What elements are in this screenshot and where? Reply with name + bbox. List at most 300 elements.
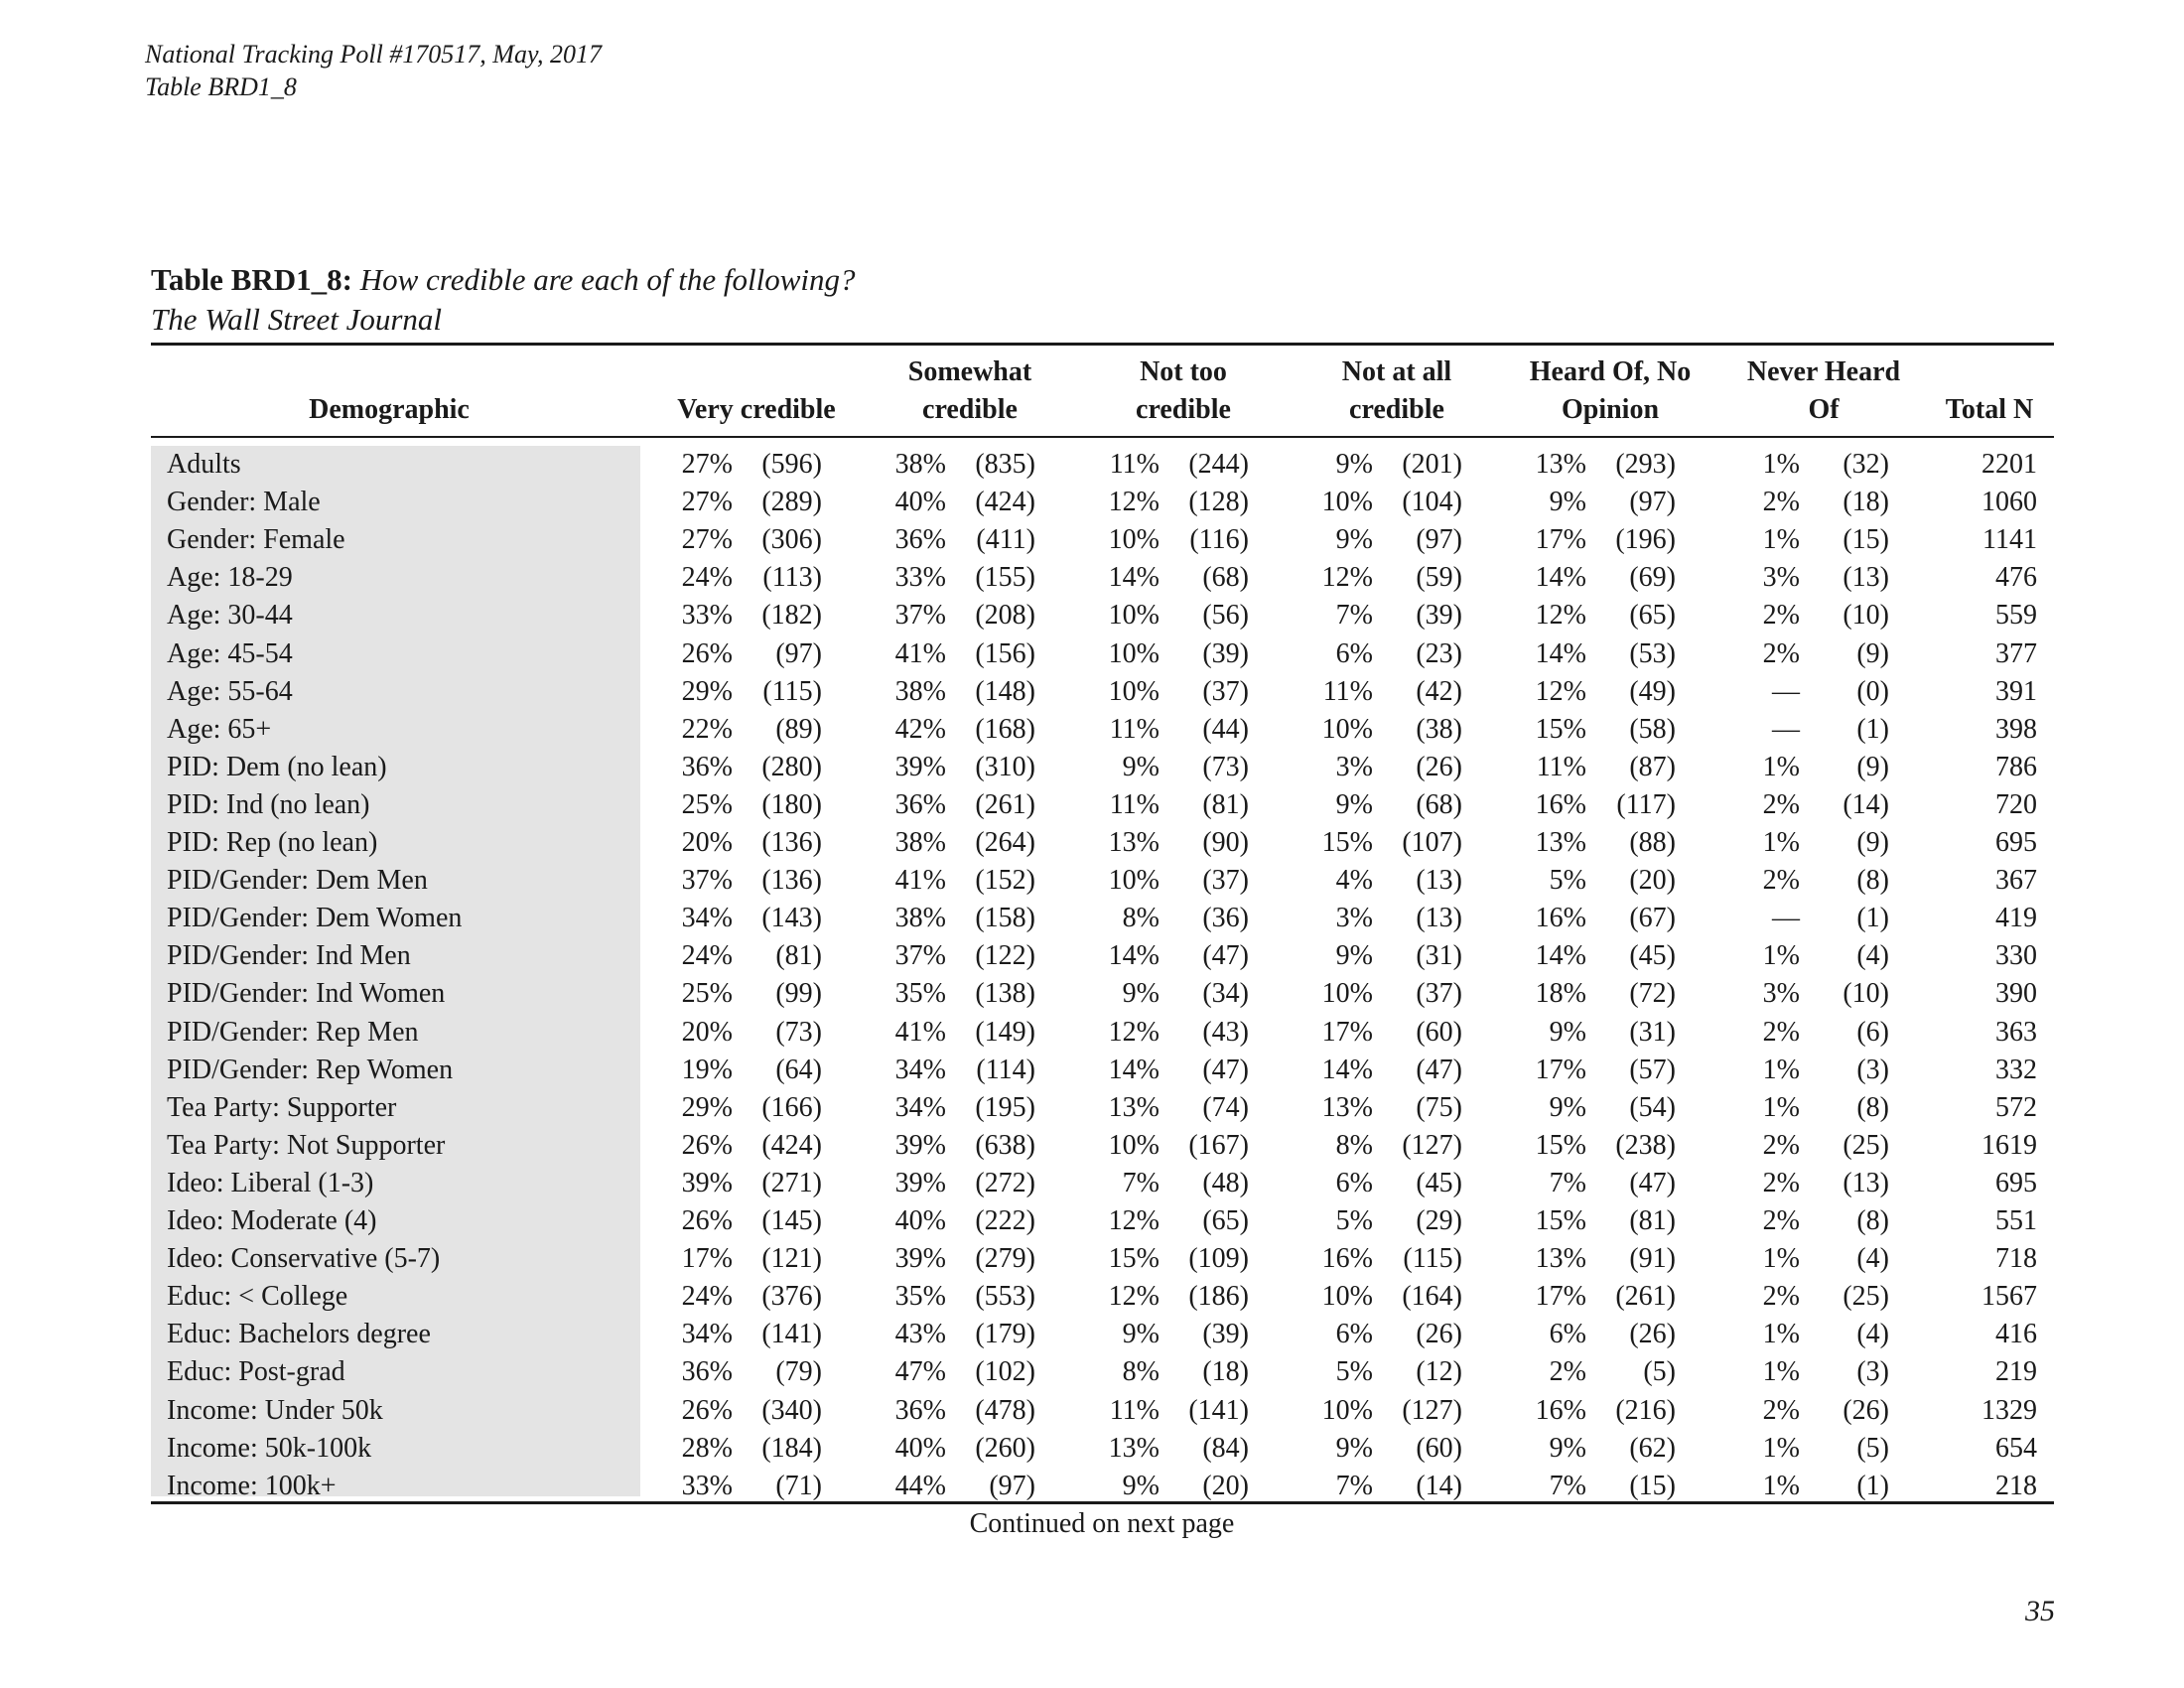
cell-percent: 2%	[1762, 637, 1800, 669]
cell-percent: —	[1772, 713, 1800, 745]
cell-percent: 11%	[1109, 788, 1160, 820]
cell-count: (107)	[1402, 827, 1462, 858]
cell-percent: 15%	[1108, 1243, 1160, 1275]
cell-percent: 37%	[894, 600, 946, 632]
row-label: PID: Rep (no lean)	[167, 827, 378, 858]
cell-count: (56)	[1202, 600, 1249, 632]
cell-percent: 10%	[1108, 675, 1160, 707]
cell-count: (271)	[761, 1167, 822, 1198]
cell-percent: 2%	[1762, 1394, 1800, 1426]
cell-count: (195)	[975, 1091, 1035, 1123]
cell-percent: 10%	[1321, 487, 1373, 518]
cell-count: (59)	[1416, 562, 1462, 594]
cell-percent: 9%	[1335, 449, 1373, 480]
cell-percent: 26%	[681, 1394, 733, 1426]
table-bottom-rule	[151, 1501, 2054, 1504]
cell-count: (15)	[1843, 524, 1889, 556]
cell-count: (45)	[1629, 940, 1676, 972]
cell-count: (1)	[1856, 713, 1889, 745]
cell-count: (81)	[1629, 1205, 1676, 1236]
cell-percent: 27%	[681, 524, 733, 556]
cell-percent: 16%	[1535, 903, 1586, 934]
cell-percent: 16%	[1535, 1394, 1586, 1426]
cell-percent: 6%	[1335, 1167, 1373, 1198]
cell-count: (43)	[1202, 1016, 1249, 1048]
cell-count: (81)	[775, 940, 822, 972]
cell-total-n: 1619	[1981, 1129, 2037, 1161]
cell-percent: 7%	[1122, 1167, 1160, 1198]
cell-percent: 10%	[1108, 600, 1160, 632]
cell-count: (26)	[1629, 1319, 1676, 1350]
cell-percent: 39%	[681, 1167, 733, 1198]
cell-count: (376)	[761, 1281, 822, 1313]
cell-percent: 34%	[681, 903, 733, 934]
cell-percent: 2%	[1762, 600, 1800, 632]
cell-total-n: 218	[1995, 1470, 2037, 1501]
cell-count: (39)	[1202, 637, 1249, 669]
row-label: Gender: Female	[167, 524, 345, 556]
cell-count: (222)	[975, 1205, 1035, 1236]
table-row	[151, 1127, 2054, 1165]
cell-count: (14)	[1416, 1470, 1462, 1501]
table-row	[151, 1240, 2054, 1278]
cell-percent: 10%	[1321, 713, 1373, 745]
cell-count: (88)	[1629, 827, 1676, 858]
cell-percent: 12%	[1321, 562, 1373, 594]
row-label: Tea Party: Supporter	[167, 1091, 397, 1123]
cell-percent: 10%	[1108, 524, 1160, 556]
cell-count: (37)	[1202, 865, 1249, 897]
cell-percent: 34%	[681, 1319, 733, 1350]
cell-total-n: 332	[1995, 1054, 2037, 1085]
cell-count: (39)	[1202, 1319, 1249, 1350]
cell-total-n: 2201	[1981, 449, 2037, 480]
cell-count: (67)	[1629, 903, 1676, 934]
cell-percent: 34%	[894, 1091, 946, 1123]
cell-total-n: 695	[1995, 1167, 2037, 1198]
cell-count: (261)	[1615, 1281, 1676, 1313]
cell-percent: 36%	[894, 524, 946, 556]
cell-count: (44)	[1202, 713, 1249, 745]
cell-count: (97)	[989, 1470, 1035, 1501]
cell-count: (8)	[1856, 865, 1889, 897]
cell-count: (136)	[761, 827, 822, 858]
cell-count: (25)	[1843, 1129, 1889, 1161]
table-id: Table BRD1_8	[145, 72, 297, 101]
cell-total-n: 551	[1995, 1205, 2037, 1236]
cell-count: (79)	[775, 1356, 822, 1388]
row-label: PID: Dem (no lean)	[167, 751, 387, 782]
cell-percent: 33%	[681, 1470, 733, 1501]
cell-count: (49)	[1629, 675, 1676, 707]
row-label: Ideo: Liberal (1-3)	[167, 1167, 374, 1198]
cell-percent: 38%	[894, 827, 946, 858]
cell-total-n: 398	[1995, 713, 2037, 745]
column-header-very-credible: Very credible	[677, 394, 836, 425]
cell-percent: 6%	[1335, 637, 1373, 669]
cell-count: (138)	[975, 978, 1035, 1010]
cell-percent: 9%	[1335, 788, 1373, 820]
cell-percent: 12%	[1108, 1205, 1160, 1236]
cell-percent: 12%	[1108, 487, 1160, 518]
cell-percent: 2%	[1762, 1167, 1800, 1198]
cell-count: (99)	[775, 978, 822, 1010]
table-row	[151, 559, 2054, 597]
cell-percent: 29%	[681, 1091, 733, 1123]
cell-count: (12)	[1416, 1356, 1462, 1388]
cell-count: (29)	[1416, 1205, 1462, 1236]
cell-count: (127)	[1402, 1394, 1462, 1426]
cell-percent: 5%	[1335, 1205, 1373, 1236]
row-label: PID/Gender: Dem Men	[167, 865, 428, 897]
table-row	[151, 786, 2054, 824]
cell-count: (8)	[1856, 1091, 1889, 1123]
cell-count: (3)	[1856, 1356, 1889, 1388]
cell-count: (596)	[761, 449, 822, 480]
table-row	[151, 1014, 2054, 1052]
cell-percent: 10%	[1108, 865, 1160, 897]
cell-count: (310)	[975, 751, 1035, 782]
cell-percent: 38%	[894, 903, 946, 934]
cell-percent: 17%	[1535, 524, 1586, 556]
poll-title: National Tracking Poll #170517, May, 2017	[145, 40, 603, 69]
row-label: Age: 45-54	[167, 637, 293, 669]
cell-percent: 24%	[681, 562, 733, 594]
cell-percent: 11%	[1536, 751, 1586, 782]
cell-count: (60)	[1416, 1432, 1462, 1464]
cell-percent: 14%	[1108, 1054, 1160, 1085]
cell-percent: 7%	[1335, 600, 1373, 632]
cell-percent: 3%	[1762, 978, 1800, 1010]
cell-total-n: 1567	[1981, 1281, 2037, 1313]
cell-count: (166)	[761, 1091, 822, 1123]
cell-count: (34)	[1202, 978, 1249, 1010]
cell-count: (10)	[1843, 600, 1889, 632]
cell-count: (114)	[976, 1054, 1035, 1085]
table-row	[151, 446, 2054, 484]
column-header-somewhat-credible: Somewhat credible	[907, 356, 1032, 425]
cell-count: (835)	[975, 449, 1035, 480]
cell-count: (128)	[1188, 487, 1249, 518]
continued-note: Continued on next page	[969, 1508, 1235, 1539]
cell-percent: 19%	[681, 1054, 733, 1085]
table-row	[151, 1316, 2054, 1353]
cell-count: (238)	[1615, 1129, 1676, 1161]
cell-count: (196)	[1615, 524, 1676, 556]
cell-percent: 20%	[681, 827, 733, 858]
cell-count: (90)	[1202, 827, 1249, 858]
cell-percent: 6%	[1335, 1319, 1373, 1350]
cell-percent: 9%	[1122, 1319, 1160, 1350]
row-label: PID: Ind (no lean)	[167, 788, 370, 820]
column-header-not-at-all-credible: Not at all credible	[1341, 356, 1452, 425]
cell-percent: 24%	[681, 940, 733, 972]
cell-count: (64)	[775, 1054, 822, 1085]
cell-percent: 27%	[681, 449, 733, 480]
column-header-demographic: Demographic	[309, 394, 470, 425]
cell-percent: 13%	[1108, 827, 1160, 858]
table-row	[151, 711, 2054, 749]
cell-percent: 38%	[894, 449, 946, 480]
cell-count: (18)	[1202, 1356, 1249, 1388]
cell-percent: 35%	[894, 978, 946, 1010]
cell-count: (260)	[975, 1432, 1035, 1464]
cell-count: (216)	[1615, 1394, 1676, 1426]
cell-count: (26)	[1416, 751, 1462, 782]
cell-percent: 26%	[681, 637, 733, 669]
cell-count: (264)	[975, 827, 1035, 858]
cell-percent: 33%	[681, 600, 733, 632]
cell-count: (127)	[1402, 1129, 1462, 1161]
cell-percent: 13%	[1535, 449, 1586, 480]
cell-percent: 2%	[1762, 865, 1800, 897]
cell-count: (73)	[775, 1016, 822, 1048]
cell-count: (289)	[761, 487, 822, 518]
cell-percent: 38%	[894, 675, 946, 707]
cell-count: (272)	[975, 1167, 1035, 1198]
cell-percent: 1%	[1762, 1432, 1800, 1464]
cell-percent: 37%	[681, 865, 733, 897]
cell-count: (38)	[1416, 713, 1462, 745]
cell-percent: 10%	[1108, 637, 1160, 669]
cell-count: (121)	[761, 1243, 822, 1275]
cell-count: (179)	[975, 1319, 1035, 1350]
cell-count: (9)	[1856, 827, 1889, 858]
caption-label: Table BRD1_8:	[151, 262, 352, 297]
cell-percent: 11%	[1109, 449, 1160, 480]
cell-count: (1)	[1856, 1470, 1889, 1501]
cell-count: (5)	[1856, 1432, 1889, 1464]
cell-count: (57)	[1629, 1054, 1676, 1085]
cell-percent: 14%	[1108, 940, 1160, 972]
cell-percent: 33%	[894, 562, 946, 594]
cell-count: (149)	[975, 1016, 1035, 1048]
cell-percent: 11%	[1322, 675, 1373, 707]
cell-count: (0)	[1856, 675, 1889, 707]
cell-percent: 1%	[1762, 1054, 1800, 1085]
cell-count: (148)	[975, 675, 1035, 707]
cell-count: (155)	[975, 562, 1035, 594]
cell-percent: 14%	[1535, 562, 1586, 594]
cell-count: (168)	[975, 713, 1035, 745]
cell-count: (72)	[1629, 978, 1676, 1010]
cell-percent: 16%	[1535, 788, 1586, 820]
cell-count: (42)	[1416, 675, 1462, 707]
cell-count: (158)	[975, 903, 1035, 934]
cell-percent: 9%	[1122, 978, 1160, 1010]
cell-percent: 14%	[1321, 1054, 1373, 1085]
cell-percent: 22%	[681, 713, 733, 745]
cell-percent: 10%	[1321, 978, 1373, 1010]
cell-total-n: 377	[1995, 637, 2037, 669]
cell-count: (60)	[1416, 1016, 1462, 1048]
cell-count: (47)	[1202, 1054, 1249, 1085]
cell-percent: 3%	[1762, 562, 1800, 594]
cell-percent: 15%	[1535, 1129, 1586, 1161]
cell-percent: 29%	[681, 675, 733, 707]
cell-percent: 47%	[894, 1356, 946, 1388]
cell-percent: 3%	[1335, 903, 1373, 934]
cell-percent: 35%	[894, 1281, 946, 1313]
table-row	[151, 1052, 2054, 1089]
row-label: Educ: Post-grad	[167, 1356, 345, 1388]
cell-count: (37)	[1202, 675, 1249, 707]
cell-percent: 10%	[1108, 1129, 1160, 1161]
cell-count: (152)	[975, 865, 1035, 897]
cell-percent: 2%	[1762, 1129, 1800, 1161]
cell-total-n: 1141	[1982, 524, 2037, 556]
cell-count: (68)	[1202, 562, 1249, 594]
cell-percent: 15%	[1321, 827, 1373, 858]
cell-count: (164)	[1402, 1281, 1462, 1313]
cell-count: (280)	[761, 751, 822, 782]
row-label: Gender: Male	[167, 487, 321, 518]
cell-percent: 12%	[1535, 675, 1586, 707]
cell-count: (9)	[1856, 637, 1889, 669]
cell-count: (54)	[1629, 1091, 1676, 1123]
cell-percent: 7%	[1549, 1470, 1586, 1501]
cell-count: (261)	[975, 788, 1035, 820]
cell-count: (15)	[1629, 1470, 1676, 1501]
cell-count: (13)	[1416, 865, 1462, 897]
row-label: Educ: Bachelors degree	[167, 1319, 431, 1350]
cell-percent: 1%	[1762, 1091, 1800, 1123]
cell-total-n: 416	[1995, 1319, 2037, 1350]
cell-percent: 42%	[894, 713, 946, 745]
table-top-rule	[151, 343, 2054, 346]
cell-percent: 9%	[1549, 1091, 1586, 1123]
cell-percent: 1%	[1762, 1319, 1800, 1350]
cell-count: (4)	[1856, 1243, 1889, 1275]
cell-percent: 40%	[894, 487, 946, 518]
table-row	[151, 862, 2054, 900]
cell-percent: —	[1772, 903, 1800, 934]
cell-percent: 41%	[894, 865, 946, 897]
cell-percent: 1%	[1762, 940, 1800, 972]
cell-total-n: 718	[1995, 1243, 2037, 1275]
cell-count: (424)	[975, 487, 1035, 518]
cell-percent: 2%	[1549, 1356, 1586, 1388]
cell-percent: 17%	[1535, 1054, 1586, 1085]
cell-count: (97)	[1629, 487, 1676, 518]
cell-count: (74)	[1202, 1091, 1249, 1123]
cell-percent: 15%	[1535, 1205, 1586, 1236]
cell-count: (31)	[1416, 940, 1462, 972]
cell-percent: 1%	[1762, 449, 1800, 480]
cell-count: (156)	[975, 637, 1035, 669]
cell-total-n: 720	[1995, 788, 2037, 820]
table-row	[151, 597, 2054, 634]
table-row	[151, 937, 2054, 975]
caption-question: How credible are each of the following?	[359, 262, 856, 297]
table-row	[151, 673, 2054, 711]
cell-count: (109)	[1188, 1243, 1249, 1275]
cell-percent: 37%	[894, 940, 946, 972]
cell-percent: 13%	[1535, 827, 1586, 858]
cell-count: (65)	[1202, 1205, 1249, 1236]
cell-count: (97)	[1416, 524, 1462, 556]
cell-total-n: 219	[1995, 1356, 2037, 1388]
cell-count: (39)	[1416, 600, 1462, 632]
cell-count: (53)	[1629, 637, 1676, 669]
table-row	[151, 484, 2054, 521]
cell-percent: 36%	[894, 1394, 946, 1426]
cell-count: (20)	[1629, 865, 1676, 897]
cell-count: (141)	[761, 1319, 822, 1350]
cell-percent: 39%	[894, 1129, 946, 1161]
cell-percent: 10%	[1321, 1281, 1373, 1313]
cell-percent: 8%	[1122, 903, 1160, 934]
cell-percent: 12%	[1108, 1016, 1160, 1048]
cell-total-n: 390	[1995, 978, 2037, 1010]
cell-percent: 13%	[1321, 1091, 1373, 1123]
table-row	[151, 1202, 2054, 1240]
column-header-never-heard-of: Never Heard Of	[1746, 356, 1901, 425]
cell-percent: 1%	[1762, 827, 1800, 858]
cell-percent: 11%	[1109, 713, 1160, 745]
table-row	[151, 824, 2054, 862]
cell-percent: 1%	[1762, 1356, 1800, 1388]
cell-count: (201)	[1402, 449, 1462, 480]
cell-total-n: 330	[1995, 940, 2037, 972]
cell-percent: 6%	[1549, 1319, 1586, 1350]
cell-count: (37)	[1416, 978, 1462, 1010]
cell-count: (14)	[1843, 788, 1889, 820]
cell-total-n: 1329	[1981, 1394, 2037, 1426]
cell-percent: 11%	[1109, 1394, 1160, 1426]
cell-count: (411)	[976, 524, 1035, 556]
cell-count: (293)	[1615, 449, 1676, 480]
cell-count: (136)	[761, 865, 822, 897]
cell-percent: 14%	[1535, 637, 1586, 669]
cell-percent: 12%	[1108, 1281, 1160, 1313]
cell-total-n: 476	[1995, 562, 2037, 594]
cell-count: (102)	[975, 1356, 1035, 1388]
cell-percent: 25%	[681, 788, 733, 820]
cell-percent: 27%	[681, 487, 733, 518]
cell-count: (47)	[1202, 940, 1249, 972]
row-label: Age: 55-64	[167, 675, 293, 707]
cell-percent: 9%	[1122, 751, 1160, 782]
cell-count: (65)	[1629, 600, 1676, 632]
cell-percent: 28%	[681, 1432, 733, 1464]
cell-total-n: 559	[1995, 600, 2037, 632]
cell-count: (18)	[1843, 487, 1889, 518]
cell-percent: 9%	[1335, 1432, 1373, 1464]
table-row	[151, 521, 2054, 559]
cell-count: (113)	[762, 562, 822, 594]
caption-subject: The Wall Street Journal	[151, 302, 443, 337]
cell-percent: 16%	[1321, 1243, 1373, 1275]
cell-count: (182)	[761, 600, 822, 632]
cell-count: (69)	[1629, 562, 1676, 594]
cell-percent: 1%	[1762, 1470, 1800, 1501]
cell-count: (23)	[1416, 637, 1462, 669]
cell-count: (424)	[761, 1129, 822, 1161]
row-label: Income: 50k-100k	[167, 1432, 372, 1464]
table-caption	[151, 260, 856, 340]
cell-percent: 14%	[1108, 562, 1160, 594]
cell-percent: 36%	[681, 751, 733, 782]
cell-percent: 9%	[1549, 1432, 1586, 1464]
cell-count: (13)	[1843, 562, 1889, 594]
cell-count: (184)	[761, 1432, 822, 1464]
table-row	[151, 1392, 2054, 1430]
cell-count: (10)	[1843, 978, 1889, 1010]
cell-count: (143)	[761, 903, 822, 934]
cell-count: (208)	[975, 600, 1035, 632]
cell-total-n: 367	[1995, 865, 2037, 897]
